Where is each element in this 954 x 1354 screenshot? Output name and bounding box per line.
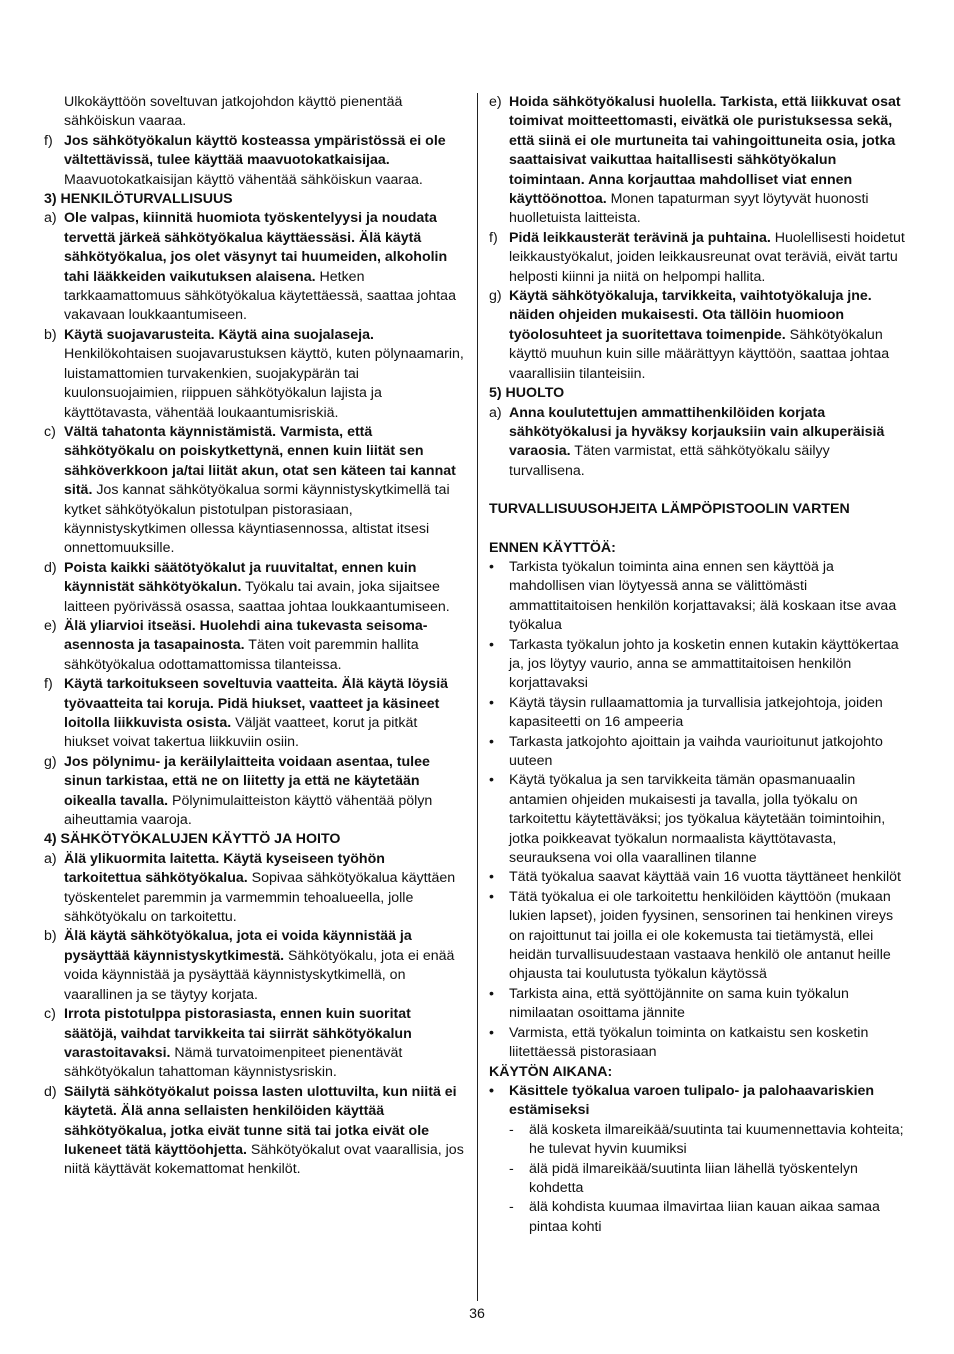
bullet-item [489, 636, 909, 694]
bullet-item [489, 1082, 909, 1121]
item-text: Täten voit paremmin hallita sähkötyökalua odottamattomissa tilanteissa. [64, 637, 419, 673]
bullet-marker: • [489, 869, 494, 886]
bullet-item [489, 868, 909, 887]
item-label: b) [44, 928, 57, 945]
bullet-marker: • [489, 636, 494, 653]
item-text: Henkilökohtaisen suojavarustuksen käyttö, kuten pölynaamarin, luistamattomien turvakenkien, suojakypärän tai kuulonsuojaimien, riippuen sähkötyökalun lajista ja käyttötavasta, vähentää loukaantumisriskiä. [64, 346, 464, 421]
item-text: Sähkötyökalut ovat vaarallisia, jos niitä käyttävät kokemattomat henkilöt. [64, 1141, 464, 1178]
item-label: c) [44, 1006, 56, 1023]
left-column [44, 93, 464, 1180]
list-item [44, 423, 464, 559]
item-bold-text: Älä yliarvioi itseäsi. Huolehdi aina tukevasta seisoma-asennosta ja tasapainosta. [64, 617, 428, 654]
item-bold-text: Vältä tahatonta käynnistämistä. Varmista, että sähkötyökalu on poiskytkettynä, ennen kuin liität sen sähköverkkoon ja/tai liität akun, otat sen käteen tai kannat sitä. [64, 423, 456, 499]
item-bold-text: Käytä sähkötyökaluja, tarvikkeita, vaihtotyökaluja jne. näiden ohjeiden mukaisesti. Ota tällöin huomioon työolosuhteet ja suoritettava toimenpide. [509, 288, 872, 343]
right-column [489, 93, 909, 1237]
dash-text: älä kohdista kuumaa ilmavirtaa liian kauan aikaa samaa pintaa kohti [529, 1199, 880, 1235]
item-bold-text: Hoida sähkötyökalusi huolella. Tarkista, että liikkuvat osat toimivat moitteettomasti, eivätkä ole puristuksessa sekä, että siinä ei ole murtuneita tai vahingoittuneita osia, jotka saattaisivat vaikuttaa haitallisesti sähkötyökalun toimintaan. Anna korjauttaa mahdolliset viat ennen käyttöönottoa. [509, 94, 901, 208]
bullet-text: Varmista, että työkalun toiminta on katkaistu sen kosketin liitettäessä pistorasiaan [509, 1024, 869, 1061]
item-bold-text: Säilytä sähkötyökalut poissa lasten ulottuvilta, kun niitä ei käytetä. Älä anna sellaisten henkilöiden käyttää sähkötyökalua, jotka eivät tunne sitä tai jotka eivät ole lukeneet tätä käyttöohjetta. [64, 1083, 457, 1158]
bullet-text: Tätä työkalua ei ole tarkoitettu henkilöiden käyttöön (mukaan lukien lapset), joiden fyysinen, sensorinen tai henkinen vireys on rajoittunut tai joilla ei ole kokemusta tai tietämystä, ellei heidän turvallisuudestaan vastaava henkilö ole antanut heille ohjausta tai koulutusta työkalun käytössä [509, 888, 894, 983]
bullet-marker: • [489, 558, 494, 575]
item-text: Sähkötyökalun käyttö muuhun kuin sille määrättyyn käyttöön, saattaa johtaa vaarallisiin tilanteisiin. [509, 326, 890, 382]
bullet-text: Tarkasta jatkojohto ajoittain ja vaihda vaurioitunut jatkojohto uuteen [509, 733, 883, 769]
list-item [44, 753, 464, 831]
during-use-heading: KÄYTÖN AIKANA: [489, 1063, 613, 1080]
bullet-marker: • [489, 888, 494, 905]
list-item [44, 617, 464, 675]
list-item [44, 132, 464, 190]
list-item [44, 559, 464, 617]
bullet-item [489, 733, 909, 772]
item-text: Nämä turvatoimenpiteet pienentävät sähkötyökalun tahattoman käynnistysriskin. [64, 1044, 403, 1081]
section-heading-4: 4) SÄHKÖTYÖKALUJEN KÄYTTÖ JA HOITO [44, 831, 341, 848]
item-bold-text: Älä käytä sähkötyökalua, jota ei voida käynnistää ja pysäyttää käynnistyskytkimestä. [64, 928, 412, 964]
dash-marker: - [509, 1199, 514, 1216]
bullet-item [489, 558, 909, 636]
bullet-item [489, 985, 909, 1024]
dash-text: älä pidä ilmareikää/suutinta liian lähellä työskentelyn kohdetta [529, 1160, 858, 1196]
item-text: Monen tapaturman syyt löytyvät huonosti huolletuista laitteista. [509, 191, 869, 227]
bullet-marker: • [489, 694, 494, 711]
dash-item [489, 1160, 909, 1199]
list-item [44, 927, 464, 1005]
item-bold-text: Käytä tarkoitukseen soveltuvia vaatteita. Älä käytä löysiä työvaatteita tai koruja. Pidä hiukset, vaatteet ja käsineet loitolla liikkuvista osista. [64, 676, 449, 731]
list-item [44, 675, 464, 753]
item-bold-text: Älä ylikuormita laitetta. Käytä kyseiseen työhön tarkoitettua sähkötyökalua. [64, 850, 385, 887]
item-label: f) [489, 229, 498, 246]
item-text: Pölynimulaitteiston käyttö vähentää pölyn aiheuttamia vaaroja. [64, 792, 433, 829]
item-label: f) [44, 132, 53, 149]
intro-text: Ulkokäyttöön soveltuvan jatkojohdon käyttö pienentää sähköiskun vaaraa. [64, 94, 403, 130]
bullet-text: Käytä työkalua ja sen tarvikkeita tämän opasmanuaalin antamien ohjeiden mukaisesti ja tavalla, jolla työkalu on tarkoitettu käytettäväksi; jos työkalua käytetään toimintoihin, jotka poikkeavat työkalun normaalista käyttötavasta, seurauksena voi olla vaarallinen tilanne [509, 772, 886, 867]
item-text: Väljät vaatteet, korut ja pitkät hiukset voivat takertua liikkuviin osiin. [64, 715, 418, 751]
bullet-text: Tarkista työkalun toiminta aina ennen sen käyttöä ja mahdollisen vian löytyessä anna se välittömästi ammattitaitoisen henkilön korjattavaksi; älä koskaan itse avaa työkalua [509, 558, 897, 634]
list-item [489, 229, 909, 287]
item-bold-text: Poista kaikki säätötyökalut ja ruuvitaltat, ennen kuin käynnistät sähkötyökalun. [64, 559, 417, 596]
section-heading-5: 5) HUOLTO [489, 385, 565, 402]
dash-item [489, 1198, 909, 1237]
list-item [44, 850, 464, 928]
bullet-text: Käsittele työkalua varoen tulipalo- ja palohaavariskien estämiseksi [509, 1082, 875, 1119]
list-item [44, 1005, 464, 1083]
item-text: Jos kannat sähkötyökalua sormi käynnistyskytkimellä tai kytket sähkötyökalun pistotulpan pistorasiaan, käynnistyskytkimen ollessa käyntiasennossa, altistat itsesi onnettomuuksille. [64, 482, 450, 557]
list-item [489, 287, 909, 384]
item-text: Työkalu tai avain, joka sijaitsee laitteen pyörivässä osassa, saattaa johtaa loukkaantumiseen. [64, 579, 450, 615]
item-label: e) [489, 94, 502, 110]
page-number: 36 [469, 1306, 485, 1322]
item-bold-text: Jos sähkötyökalun käyttö kosteassa ympäristössä ei ole vältettävissä, tulee käyttää maavuotokatkaisijaa. [64, 132, 446, 169]
bullet-item [489, 888, 909, 985]
item-label: e) [44, 617, 57, 634]
item-text: Sähkötyökalu, jota ei enää voida käynnistää ja pysäyttää käynnistyskytkimellä, on vaarallinen ja se täytyy korjata. [64, 947, 455, 1003]
bullet-marker: • [489, 985, 494, 1002]
item-text: Maavuotokatkaisijan käyttö vähentää sähköiskun vaaraa. [64, 171, 423, 188]
item-label: f) [44, 676, 53, 693]
item-label: a) [489, 404, 502, 421]
list-item [44, 1083, 464, 1180]
item-text: Täten varmistat, että sähkötyökalu säilyy turvallisena. [509, 443, 830, 479]
bullet-text: Tarkasta työkalun johto ja kosketin ennen kutakin käyttökertaa ja, jos löytyy vaurio, anna se ammattitaitoisen henkilön korjattavaksi [509, 636, 899, 692]
list-item [44, 209, 464, 325]
safety-title: TURVALLISUUSOHJEITA LÄMPÖPISTOOLIN VARTEN [489, 501, 850, 518]
bullet-item [489, 1024, 909, 1063]
item-bold-text: Pidä leikkausterät terävinä ja puhtaina. [509, 229, 771, 246]
item-label: d) [44, 1083, 57, 1100]
list-item [44, 326, 464, 423]
item-bold-text: Irrota pistotulppa pistorasiasta, ennen kuin suoritat säätöjä, vaihdat tarvikkeita tai siirrät sähkötyökalun varastoitavaksi. [64, 1006, 412, 1061]
dash-text: älä kosketa ilmareikää/suutinta tai kuumennettavia kohteita; he tulevat hyvin kuumiksi [529, 1121, 904, 1158]
bullet-item [489, 771, 909, 868]
item-label: c) [44, 423, 56, 440]
column-divider [477, 93, 478, 1301]
item-text: Huolellisesti hoidetut leikkaustyökalut, joiden leikkausreunat ovat teräviä, eivät tartu helposti kiinni ja niitä on helpompi hallita. [509, 229, 905, 285]
item-label: a) [44, 210, 57, 227]
bullet-text: Tätä työkalua saavat käyttää vain 16 vuotta täyttäneet henkilöt [509, 869, 901, 886]
item-bold-text: Anna koulutettujen ammattihenkilöiden korjata sähkötyökalusi ja hyväksy korjauksiin vain alkuperäisiä varaosia. [509, 404, 885, 460]
item-label: b) [44, 326, 57, 343]
list-item [489, 404, 909, 482]
item-text: Sopivaa sähkötyökalua käyttäen työskentelet paremmin ja varmemmin tehoalueella, jolle sähkötyökalu on tarkoitettu. [64, 870, 456, 926]
item-text: Hetken tarkkaamattomuus sähkötyökalua käytettäessä, saattaa johtaa vakavaan loukkaantumiseen. [64, 268, 456, 324]
bullet-text: Tarkista aina, että syöttöjännite on sama kuin työkalun nimilaatan osoittama jännite [509, 985, 849, 1022]
dash-item [489, 1121, 909, 1160]
item-label: d) [44, 559, 57, 576]
bullet-marker: • [489, 772, 494, 789]
item-bold-text: Ole valpas, kiinnitä huomiota työskentelyysi ja noudata tervettä järkeä sähkötyökalua käyttäessäsi. Älä käytä sähkötyökalua, jos olet väsynyt tai huumeiden, alkoholin tahi lääkkeiden vaikutuksen alaisena. [64, 210, 448, 285]
bullet-text: Käytä täysin rullaamattomia ja turvallisia jatkejohtoja, joiden kapasiteetti on 16 ampeeria [509, 694, 883, 731]
item-label: g) [489, 288, 502, 305]
item-bold-text: Jos pölynimu- ja keräilylaitteita voidaan asentaa, tulee sinun tarkistaa, että ne on liitetty ja että ne käytetään oikealla tavalla. [64, 753, 430, 809]
item-label: a) [44, 850, 57, 867]
dash-marker: - [509, 1121, 514, 1138]
bullet-item [489, 694, 909, 733]
bullet-marker: • [489, 733, 494, 750]
before-use-heading: ENNEN KÄYTTÖÄ: [489, 539, 616, 556]
bullet-marker: • [489, 1024, 494, 1041]
item-label: g) [44, 753, 57, 770]
bullet-marker: • [489, 1082, 494, 1099]
dash-marker: - [509, 1160, 514, 1177]
section-heading-3: 3) HENKILÖTURVALLISUUS [44, 191, 233, 208]
item-bold-text: Käytä suojavarusteita. Käytä aina suojalaseja. [64, 326, 374, 343]
list-item [489, 93, 909, 229]
